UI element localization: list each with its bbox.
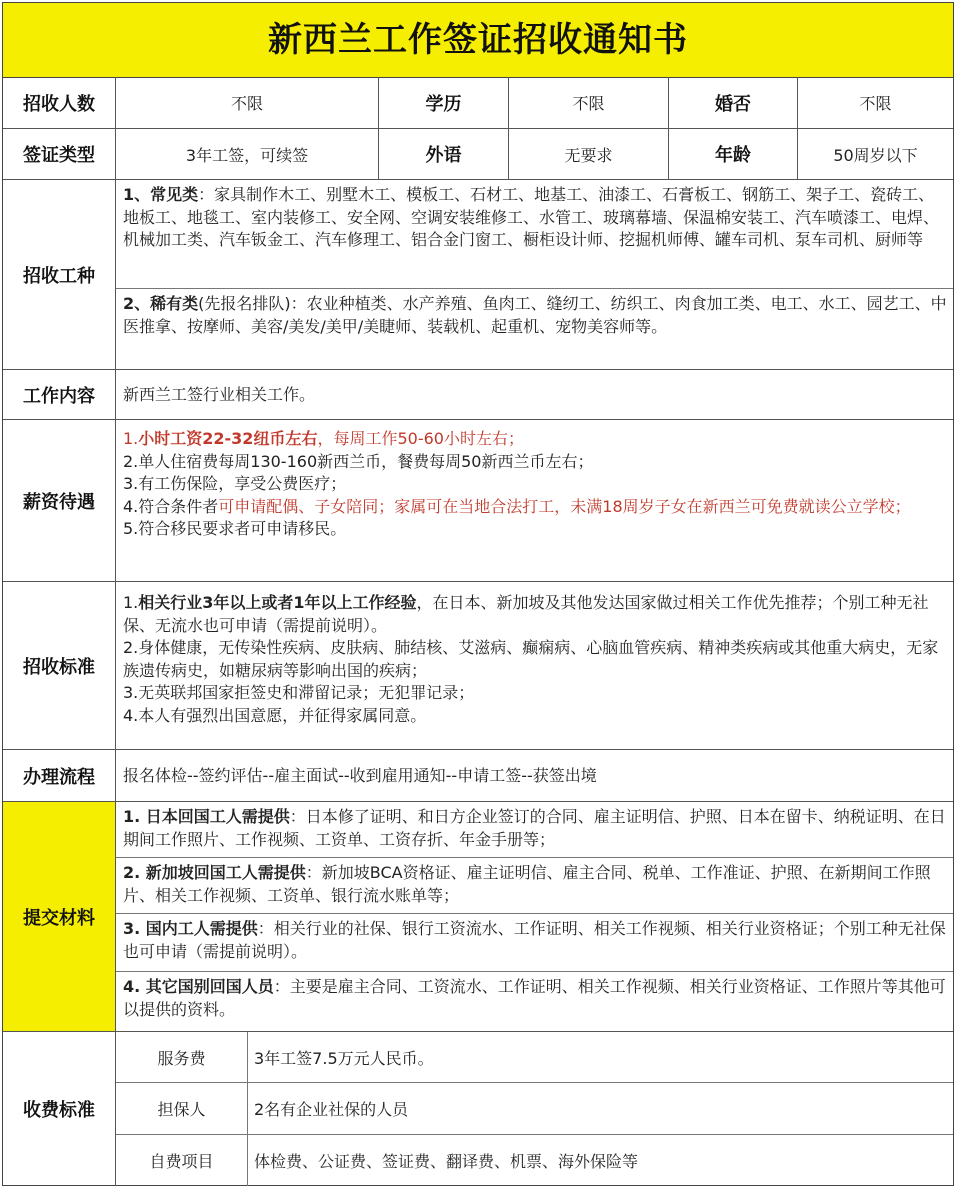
materials-item-text: ：相关行业的社保、银行工资流水、工作证明、相关工作视频、相关行业资格证；个别工种无社保也可申请（需提前说明）。 [123,919,946,961]
salary-l4-red: 可申请配偶、子女陪同；家属可在当地合法打工，未满18周岁子女在新西兰可免费就读公立学校； [218,496,911,516]
salary-line-5: 5.符合移民要求者可申请移民。 [123,519,347,538]
materials-item [116,802,953,858]
materials-item [116,914,953,972]
standard-row [3,582,953,750]
standard-l1-prefix: 1. [123,593,139,612]
jobs-rare [116,289,953,340]
jobs-content [116,180,953,369]
work-text: 新西兰工签行业相关工作。 [123,385,316,405]
process-label: 办理流程 [3,750,116,801]
fee-item [116,1135,953,1186]
language-value: 无要求 [509,129,669,179]
education-value: 不限 [509,77,669,128]
materials-row [3,802,953,1032]
fees-label: 收费标准 [3,1032,116,1186]
salary-l1-rest: ，每周工作50-60小时左右； [317,429,524,448]
work-row [3,370,953,420]
fee-name: 自费项目 [116,1135,248,1186]
salary-label: 薪资待遇 [3,420,116,581]
salary-row [3,420,953,582]
standard-line-2: 2.身体健康，无传染性疾病、皮肤病、肺结核、艾滋病、癫痫病、心脑血管疾病、精神类疾病或其他重大病史，无家族遗传病史，如糖尿病等影响出国的疾病； [123,638,939,680]
language-label: 外语 [379,129,509,179]
materials-item [116,858,953,914]
materials-item-text: ：主要是雇主合同、工资流水、工作证明、相关工作视频、相关行业资格证、工作照片等其他可以提供的资料。 [123,977,946,1019]
visa-type-value: 3年工签，可续签 [116,129,379,179]
fee-item [116,1083,953,1135]
work-label: 工作内容 [3,370,116,419]
age-label: 年龄 [669,129,798,179]
basic-row-2 [3,129,953,180]
materials-content [116,802,953,1031]
age-value: 50周岁以下 [833,145,918,165]
salary-line-3: 3.有工伤保险，享受公费医疗； [123,474,347,493]
standard-content [116,582,953,749]
jobs-row [3,180,953,370]
materials-item-title: 1. 日本回国工人需提供 [123,807,290,826]
materials-item-title: 2. 新加坡回国工人需提供 [123,863,306,882]
standard-line-3: 3.无英联邦国家拒签史和滞留记录；无犯罪记录； [123,683,475,702]
jobs-rare-title: 2、稀有类 [123,294,199,313]
marital-label: 婚否 [669,77,798,128]
salary-l1-bold: 小时工资22-32纽币左右 [138,429,318,448]
materials-item-title: 4. 其它国别回国人员 [123,977,274,996]
standard-label: 招收标准 [3,582,116,749]
jobs-common-title: 1、常见类 [123,185,199,204]
fee-value: 3年工签7.5万元人民币。 [254,1048,434,1068]
standard-line-1 [123,592,947,637]
process-row [3,750,953,802]
education-label: 学历 [379,77,509,128]
recruit-count-value: 不限 [116,77,379,128]
materials-item-text: ：日本修了证明、和日方企业签订的合同、雇主证明信、护照、日本在留卡、纳税证明、在日期间工作照片、工作视频、工资单、工资存折、年金手册等； [123,807,946,849]
process-text: 报名体检--签约评估--雇主面试--收到雇用通知--申请工签--获签出境 [123,766,597,786]
recruit-count-label: 招收人数 [3,77,116,128]
fee-item [116,1032,953,1083]
jobs-label: 招收工种 [3,180,116,369]
fees-row [3,1032,953,1186]
salary-line-4 [123,496,947,519]
salary-line-1 [123,428,947,451]
materials-label: 提交材料 [3,802,116,1031]
page-title: 新西兰工作签证招收通知书 [3,3,953,78]
fee-name: 服务费 [116,1032,248,1082]
visa-type-label: 签证类型 [3,129,116,179]
salary-content [116,420,953,581]
salary-line-2: 2.单人住宿费每周130-160新西兰币，餐费每周50新西兰币左右； [123,451,594,471]
fee-name: 担保人 [116,1083,248,1134]
jobs-common-text: ：家具制作木工、别墅木工、模板工、石材工、地基工、油漆工、石膏板工、钢筋工、架子工、瓷砖工、地板工、地毯工、室内装修工、安全网、空调安装维修工、水管工、玻璃幕墙、保温棉安装工、汽车喷漆工、电焊、机械加工类、汽车钣金工、汽车修理工、铝合金门窗工、橱柜设计师、挖掘机师傅、罐车司机、泵车司机、厨师等 [123,185,940,249]
salary-l4-prefix: 4.符合条件者 [123,496,219,516]
standard-line-4: 4.本人有强烈出国意愿，并征得家属同意。 [123,705,427,725]
materials-item [116,972,953,1023]
jobs-common [116,180,953,289]
marital-value: 不限 [859,94,892,113]
notice-sheet [2,2,954,1186]
salary-l1-prefix: 1. [123,429,139,448]
standard-l1-bold: 相关行业3年以上或者1年以上工作经验 [138,593,417,612]
materials-item-title: 3. 国内工人需提供 [123,919,258,938]
basic-row-1 [3,77,953,129]
jobs-rare-text: (先报名排队)：农业种植类、水产养殖、鱼肉工、缝纫工、纺织工、肉食加工类、电工、水工、园艺工、中医推拿、按摩师、美容/美发/美甲/美睫师、装载机、起重机、宠物美容师等。 [123,294,947,336]
fee-value: 体检费、公证费、签证费、翻译费、机票、海外保险等 [254,1152,639,1171]
materials-item-text: ：新加坡BCA资格证、雇主证明信、雇主合同、税单、工作准证、护照、在新期间工作照片、相关工作视频、工资单、银行流水账单等； [123,863,931,905]
fee-value: 2名有企业社保的人员 [254,1100,409,1119]
standard-l1-rest: ，在日本、新加坡及其他发达国家做过相关工作优先推荐；个别工种无社保、无流水也可申请（需提前说明）。 [123,593,929,635]
